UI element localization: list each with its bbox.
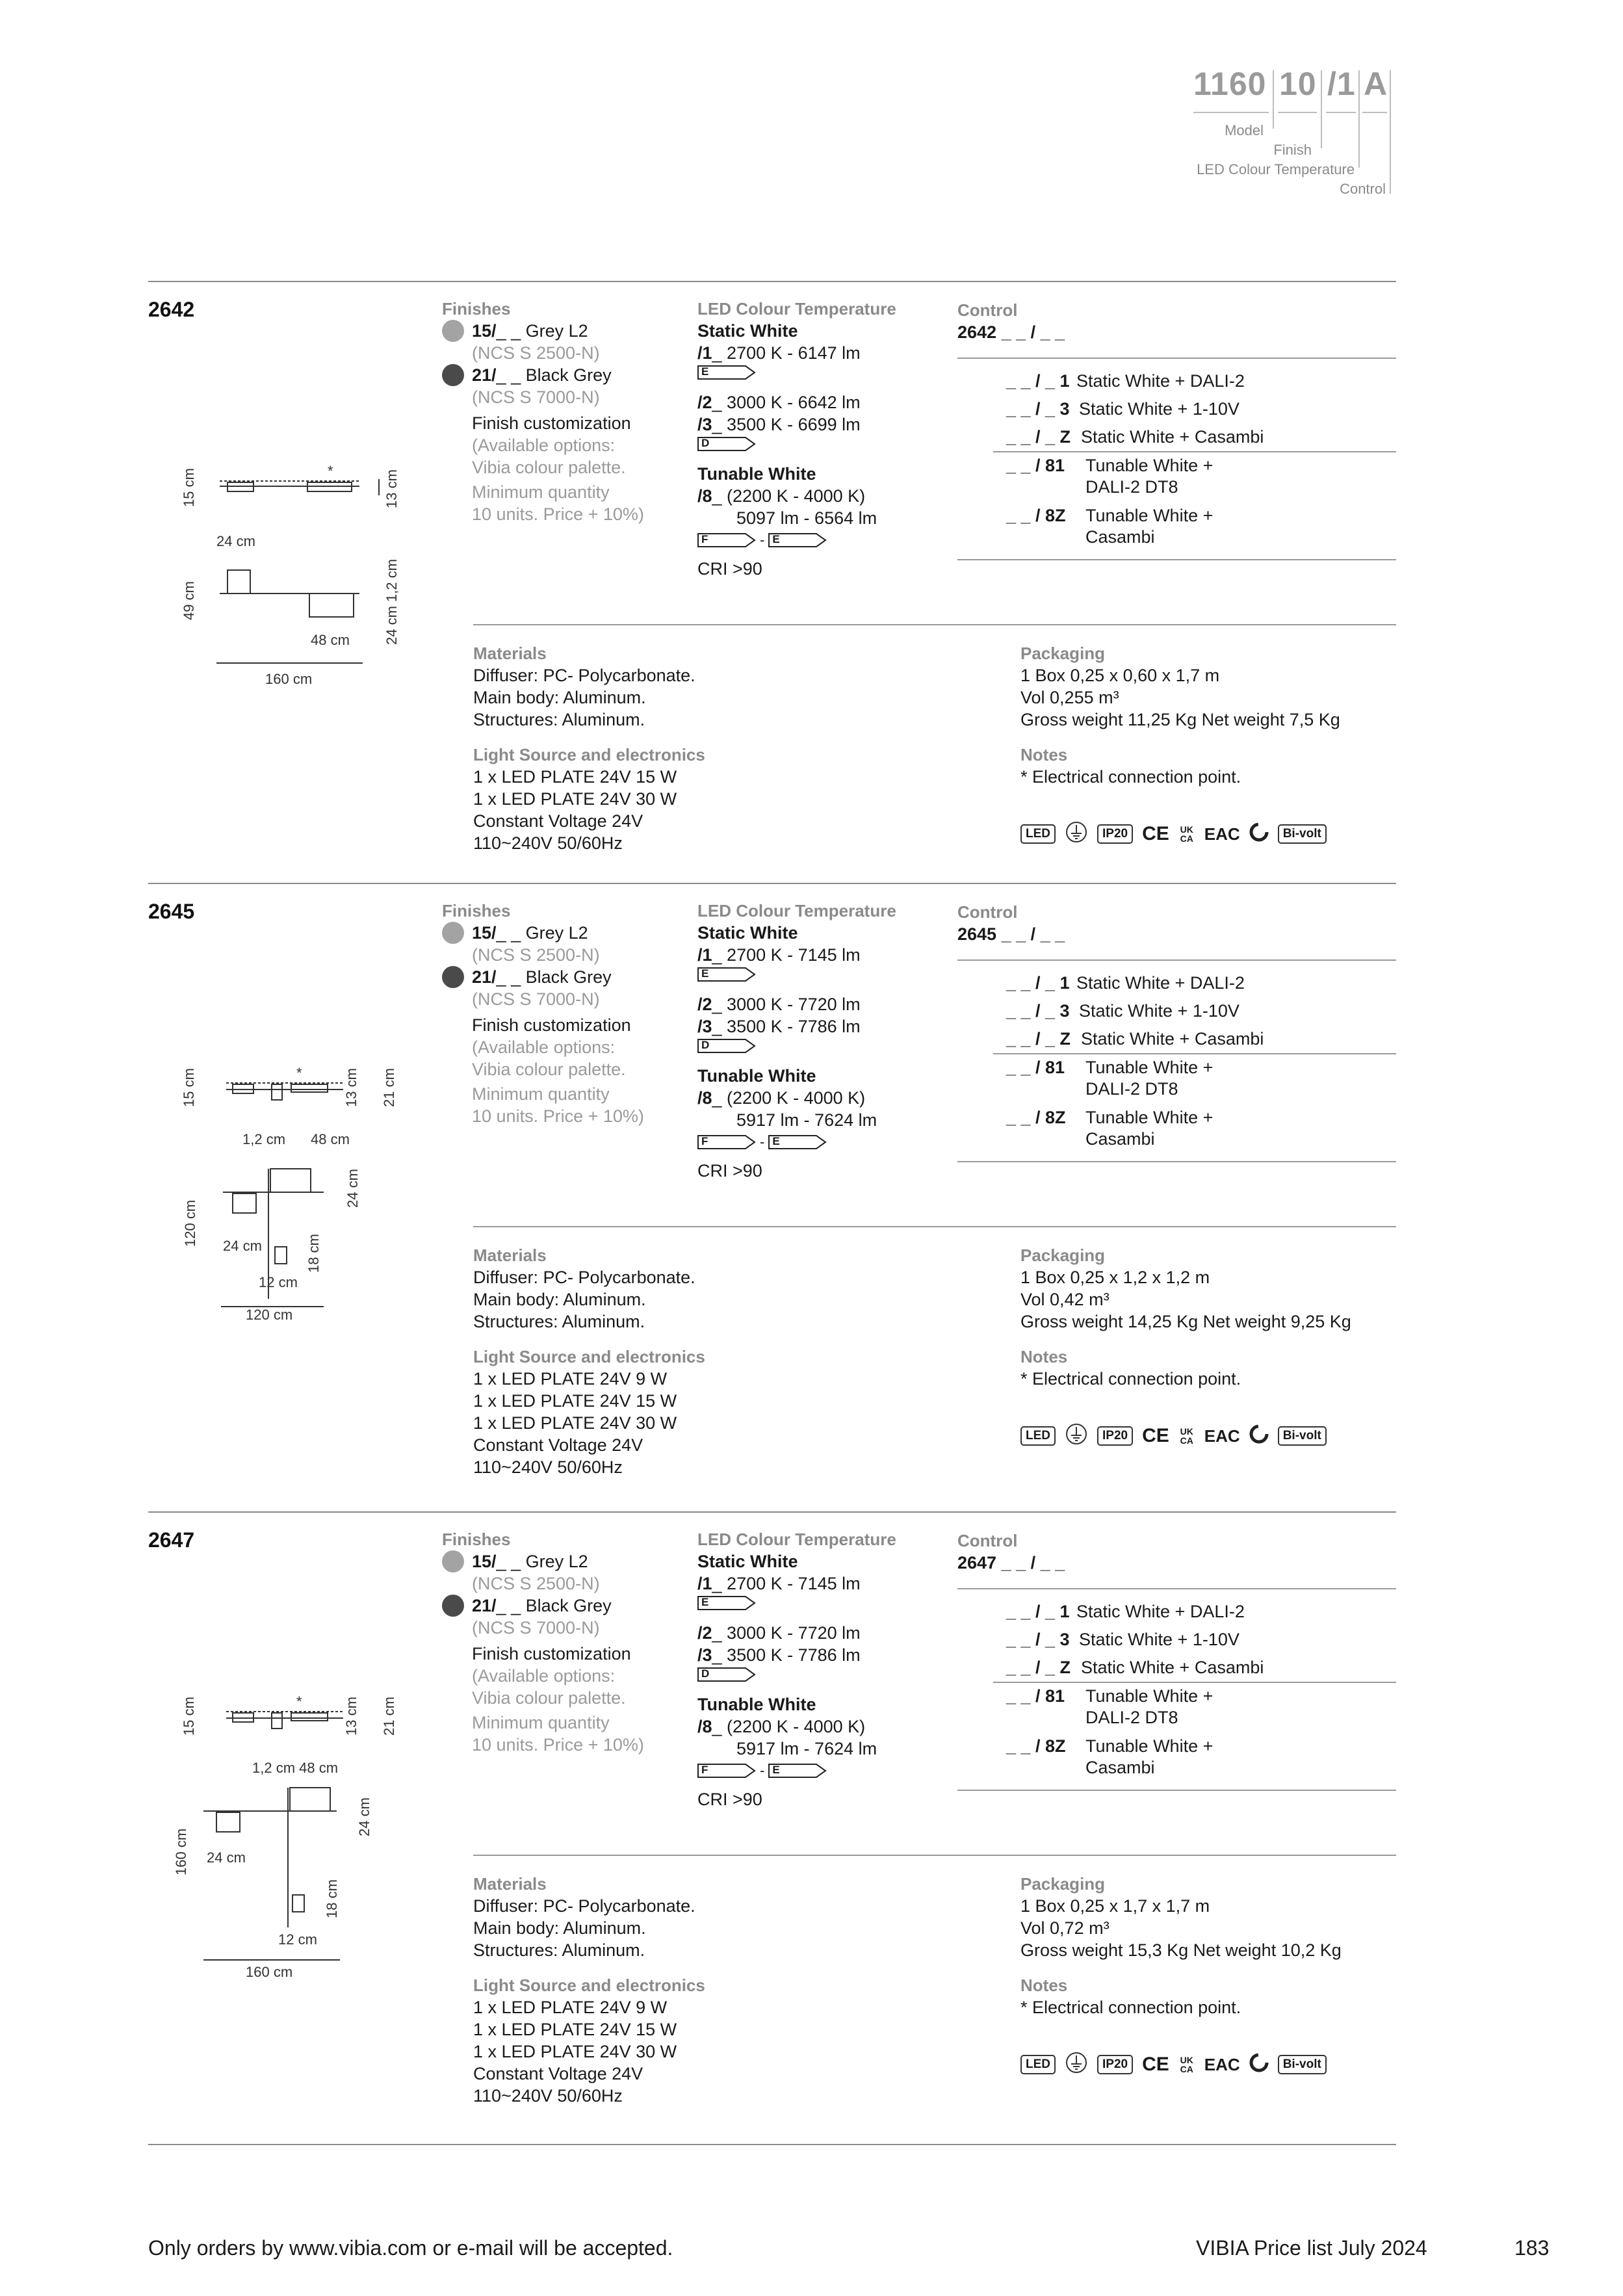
control-option-dali2[interactable]: _ _ / _ 1 Static White + DALI-2 [1006,973,1245,993]
spec-line: Structures: Aluminum. [473,710,645,729]
spec-line: Diffuser: PC- Polycarbonate. [473,1896,695,1916]
module-box [270,1169,311,1192]
led-icon: LED [1020,1426,1056,1446]
control-block [957,1530,1396,1574]
dimension-drawing [148,1511,428,2096]
product-section-2645 [148,883,1396,1477]
finishes-block: Finishes 15/ _ _ Grey L2 (NCS S 2500-N) 21/ _ _ Black Grey (NCS S 7000-N) Finish customization (Available options: Vibia colour palette. Minimum quantity 10 units. Price + 10%) [442,298,650,525]
connection-point-marker: * [296,1693,302,1710]
tunable-white-title: Tunable White [697,464,816,484]
dimension-drawing [148,281,428,866]
notes-label: Notes [1020,1347,1068,1366]
control-option-casambi[interactable]: _ _ / _ Z Static White + Casambi [1006,1658,1264,1677]
ip20-icon: IP20 [1097,1426,1133,1446]
finish-option-black-grey[interactable]: 21/ _ _ Black Grey [442,966,650,988]
led-temperature-block: LED Colour Temperature Static White /1 _ 2700 K - 7145 lm E /2 _ 3000 K - 7720 lm /3 _ 3500 K - 7786 lm D Tunable White /8 _ (2200 K - 4000 K) 5917 lm - 7624 lm F - E CRI >90 [697,1528,944,1810]
spec-line: 1 x LED PLATE 24V 30 W [473,2042,677,2061]
code-finish: 10 [1279,66,1317,102]
finishes-label: Finishes [442,901,511,920]
finishes-label: Finishes [442,299,511,319]
dim-width: 160 cm [265,671,313,687]
spec-line: 1 Box 0,25 x 1,2 x 1,2 m [1020,1268,1210,1287]
control-option-tunable-dali2[interactable]: _ _ / 81 Tunable White + DALI-2 DT8 [1006,1058,1214,1099]
spec-line: 110~240V 50/60Hz [473,833,623,853]
spec-line: Vol 0,42 m³ [1020,1290,1110,1309]
code-control: A [1364,66,1388,102]
ground-icon [1065,1422,1088,1449]
spec-line: Vol 0,255 m³ [1020,688,1119,707]
packaging-block [1020,642,1396,788]
footer-page-number: 183 [1514,2236,1550,2260]
spec-line: * Electrical connection point. [1020,1998,1241,2017]
dim-width: 24 cm [223,1238,262,1254]
dim-width: 48 cm [311,1131,350,1147]
footer-orders-note: Only orders by www.vibia.com or e-mail will be accepted. [148,2236,673,2260]
dim-height: 120 cm [182,1199,198,1247]
diffuser-box [291,1084,328,1092]
finish-option-grey[interactable]: 15/ _ _ Grey L2 [442,320,650,342]
dim-height: 24 cm [356,1797,372,1836]
product-section-2642 [148,281,1396,866]
cri-value: CRI >90 [697,1790,762,1809]
control-label: Control [957,300,1018,320]
spec-line: Gross weight 15,3 Kg Net weight 10,2 Kg [1020,1940,1342,1960]
dim-width: 1,2 cm [242,1131,286,1147]
dim-height: 15 cm [181,1068,197,1107]
ukca-mark-icon: UK CA [1180,1426,1193,1446]
finish-ncs: (NCS S 2500-N) [472,1574,600,1593]
product-section-2647 [148,1511,1396,2106]
ukca-mark-icon: UK CA [1180,824,1193,844]
finish-ncs: (NCS S 7000-N) [472,1618,600,1637]
spec-line: Constant Voltage 24V [473,811,643,831]
control-option-tunable-casambi[interactable]: _ _ / 8Z Tunable White + Casambi [1006,1108,1214,1149]
spec-line: Diffuser: PC- Polycarbonate. [473,1268,695,1287]
energy-class-badge: E [768,533,827,547]
control-option-1-10v[interactable]: _ _ / _ 3 Static White + 1-10V [1006,399,1240,419]
control-code-head: 2647 _ _ / _ _ [957,1553,1065,1572]
dim-width: 48 cm [311,632,350,648]
model-number: 2642 [148,298,195,321]
cri-value: CRI >90 [697,1161,762,1181]
black-grey-swatch-icon [442,364,464,386]
control-option-tunable-dali2[interactable]: _ _ / 81 Tunable White + DALI-2 DT8 [1006,1686,1214,1727]
ce-mark-icon: CE [1142,822,1169,844]
legend-model: Model [1225,122,1264,138]
dim-width: 12 cm [259,1274,298,1290]
module-box [290,1788,330,1811]
model-number: 2647 [148,1528,195,1552]
light-source-label: Light Source and electronics [473,1347,705,1366]
code-led: /1 [1327,66,1356,102]
energy-class-badge: E [768,1135,827,1149]
eac-mark-icon: EAC [1204,824,1240,844]
dim-height: 24 cm [344,1169,361,1208]
finish-option-black-grey[interactable]: 21/ _ _ Black Grey [442,364,650,386]
black-grey-swatch-icon [442,1595,464,1617]
spec-line: 1 Box 0,25 x 0,60 x 1,7 m [1020,666,1220,685]
diffuser-box [272,1713,282,1729]
control-option-tunable-casambi[interactable]: _ _ / 8Z Tunable White + Casambi [1006,506,1214,547]
finish-custom-title: Finish customization [472,1644,631,1663]
control-label: Control [957,902,1018,922]
black-grey-swatch-icon [442,966,464,988]
finish-ncs: (NCS S 7000-N) [472,387,600,407]
legend-control: Control [1340,181,1386,197]
materials-block [473,642,863,854]
dimension-drawing [148,883,428,1468]
dim-height: 13 cm [343,1697,359,1736]
certification-icons [1020,820,1327,847]
finish-option-grey[interactable]: 15/ _ _ Grey L2 [442,922,650,944]
energy-class-badge: D [697,1039,756,1053]
spec-line: 1 x LED PLATE 24V 9 W [473,1998,668,2017]
finishes-block: Finishes 15/ _ _ Grey L2 (NCS S 2500-N) 21/ _ _ Black Grey (NCS S 7000-N) Finish customization (Available options: Vibia colour palette. Minimum quantity 10 units. Price + 10%) [442,900,650,1127]
dim-height: 13 cm [383,469,400,508]
bivolt-icon: Bi-volt [1278,1426,1327,1446]
spec-line: 110~240V 50/60Hz [473,1457,623,1477]
code-model: 1160 [1193,66,1267,102]
packaging-label: Packaging [1020,1246,1106,1265]
energy-class-badge: D [697,437,756,451]
spec-line: 1 x LED PLATE 24V 30 W [473,789,677,809]
finishes-label: Finishes [442,1530,511,1549]
dim-height: 49 cm [181,581,197,620]
ground-icon [1065,2051,1088,2078]
notes-label: Notes [1020,1976,1068,1995]
spec-line: 1 x LED PLATE 24V 30 W [473,1413,677,1433]
spec-line: Diffuser: PC- Polycarbonate. [473,666,695,685]
dim-width: 120 cm [246,1307,293,1323]
spec-line: Vol 0,72 m³ [1020,1918,1110,1938]
grey-swatch-icon [442,1550,464,1572]
static-white-title: Static White [697,321,798,341]
legend-finish: Finish [1273,142,1312,158]
finish-custom-title: Finish customization [472,413,631,433]
connection-point-marker: * [296,1065,302,1081]
spec-line: Main body: Aluminum. [473,1918,646,1938]
spec-line: Constant Voltage 24V [473,1435,643,1455]
spec-line: 1 x LED PLATE 24V 15 W [473,2020,677,2039]
dim-height: 160 cm [173,1828,189,1875]
packaging-block [1020,1244,1396,1390]
tunable-white-title: Tunable White [697,1066,816,1086]
spec-line: Structures: Aluminum. [473,1940,645,1960]
spec-line: * Electrical connection point. [1020,767,1241,787]
control-code-head: 2645 _ _ / _ _ [957,924,1065,944]
control-label: Control [957,1531,1018,1550]
spec-line: Gross weight 11,25 Kg Net weight 7,5 Kg [1020,710,1340,729]
static-white-title: Static White [697,1552,798,1571]
spec-line: 1 x LED PLATE 24V 9 W [473,1369,668,1389]
notes-label: Notes [1020,745,1068,764]
materials-label: Materials [473,1874,547,1894]
energy-class-badge: D [697,1667,756,1682]
module-box [309,594,354,617]
finish-ncs: (NCS S 7000-N) [472,989,600,1009]
packaging-label: Packaging [1020,644,1106,663]
recycle-icon [1249,1424,1269,1447]
spec-line: 1 Box 0,25 x 1,7 x 1,7 m [1020,1896,1210,1916]
module-box [227,570,250,594]
dim-width: 12 cm [278,1931,317,1948]
certification-icons [1020,2051,1327,2078]
control-option-dali2[interactable]: _ _ / _ 1 Static White + DALI-2 [1006,1602,1245,1621]
bivolt-icon: Bi-volt [1278,2055,1327,2074]
connection-point-marker: * [328,463,333,479]
eac-mark-icon: EAC [1204,1426,1240,1446]
module-box [275,1247,287,1264]
module-box [216,1812,240,1832]
spec-line: Structures: Aluminum. [473,1312,645,1331]
spec-line: Main body: Aluminum. [473,1290,646,1309]
bivolt-icon: Bi-volt [1278,824,1327,844]
spec-line: 110~240V 50/60Hz [473,2086,623,2106]
code-legend [1170,65,1391,202]
diffuser-box [272,1084,282,1100]
model-number: 2645 [148,900,195,923]
led-label: LED Colour Temperature [697,299,896,319]
module-box [292,1895,304,1912]
light-source-label: Light Source and electronics [473,745,705,764]
eac-mark-icon: EAC [1204,2054,1240,2074]
energy-class-badge: E [697,967,756,982]
spec-line: Constant Voltage 24V [473,2064,643,2083]
control-code-head: 2642 _ _ / _ _ [957,322,1065,342]
dim-height: 24 cm 1,2 cm [383,558,400,645]
ip20-icon: IP20 [1097,2055,1133,2074]
ip20-icon: IP20 [1097,824,1133,844]
packaging-label: Packaging [1020,1874,1106,1894]
energy-class-badge: F [697,1135,756,1149]
led-icon: LED [1020,2055,1056,2074]
dim-height: 15 cm [181,1697,197,1736]
recycle-icon [1249,822,1269,845]
section-divider [148,2144,1396,2145]
dim-width: 24 cm [207,1849,246,1866]
recycle-icon [1249,2053,1269,2076]
control-option-1-10v[interactable]: _ _ / _ 3 Static White + 1-10V [1006,1001,1240,1021]
spec-line: 1 x LED PLATE 24V 15 W [473,1391,677,1411]
spec-line: Gross weight 14,25 Kg Net weight 9,25 Kg [1020,1312,1351,1331]
dim-height: 15 cm [181,468,197,507]
dim-height: 18 cm [324,1879,340,1918]
dim-height: 21 cm [381,1068,397,1107]
control-block [957,299,1396,343]
ce-mark-icon: CE [1142,1424,1169,1446]
materials-block [473,1873,863,2107]
certification-icons [1020,1422,1327,1449]
ukca-mark-icon: UK CA [1180,2054,1193,2074]
spec-line: Main body: Aluminum. [473,688,646,707]
cri-value: CRI >90 [697,559,762,579]
led-label: LED Colour Temperature [697,1530,896,1549]
ground-icon [1065,820,1088,847]
module-box [233,1194,256,1213]
static-white-title: Static White [697,923,798,943]
diffuser-box [291,1713,328,1721]
led-temperature-block: LED Colour Temperature Static White /1 _ 2700 K - 7145 lm E /2 _ 3000 K - 7720 lm /3 _ 3500 K - 7786 lm D Tunable White /8 _ (2200 K - 4000 K) 5917 lm - 7624 lm F - E CRI >90 [697,900,944,1182]
finish-custom-title: Finish customization [472,1015,631,1035]
control-option-tunable-dali2[interactable]: _ _ / 81 Tunable White + DALI-2 DT8 [1006,456,1214,497]
grey-swatch-icon [442,320,464,342]
control-option-casambi[interactable]: _ _ / _ Z Static White + Casambi [1006,1029,1264,1049]
packaging-block [1020,1873,1396,2018]
energy-class-badge: F [697,533,756,547]
footer-pricelist: VIBIA Price list July 2024 [1196,2236,1427,2260]
ce-mark-icon: CE [1142,2053,1169,2075]
spec-line: 1 x LED PLATE 24V 15 W [473,767,677,787]
energy-class-badge: E [697,1596,756,1610]
energy-class-badge: F [697,1764,756,1778]
dim-height: 21 cm [381,1697,397,1736]
dim-width: 1,2 cm 48 cm [252,1760,339,1776]
control-option-tunable-casambi[interactable]: _ _ / 8Z Tunable White + Casambi [1006,1736,1214,1777]
finish-ncs: (NCS S 2500-N) [472,945,600,965]
finish-ncs: (NCS S 2500-N) [472,343,600,363]
control-option-casambi[interactable]: _ _ / _ Z Static White + Casambi [1006,427,1264,447]
grey-swatch-icon [442,922,464,944]
materials-block [473,1244,863,1478]
control-block [957,901,1396,945]
spec-line: * Electrical connection point. [1020,1369,1241,1389]
materials-label: Materials [473,1246,547,1265]
finish-option-grey[interactable]: 15/ _ _ Grey L2 [442,1550,650,1572]
legend-led: LED Colour Temperature [1197,161,1355,177]
led-label: LED Colour Temperature [697,901,896,920]
tunable-white-title: Tunable White [697,1695,816,1714]
finishes-block: Finishes 15/ _ _ Grey L2 (NCS S 2500-N) 21/ _ _ Black Grey (NCS S 7000-N) Finish customization (Available options: Vibia colour palette. Minimum quantity 10 units. Price + 10%) [442,1528,650,1756]
led-temperature-block: LED Colour Temperature Static White /1 _ 2700 K - 6147 lm E /2 _ 3000 K - 6642 lm /3 _ 3500 K - 6699 lm D Tunable White /8 _ (2200 K - 4000 K) 5097 lm - 6564 lm F - E CRI >90 [697,298,944,580]
energy-class-badge: E [768,1764,827,1778]
dim-height: 18 cm [305,1234,322,1273]
control-option-dali2[interactable]: _ _ / _ 1 Static White + DALI-2 [1006,371,1245,391]
energy-class-badge: E [697,365,756,380]
led-icon: LED [1020,824,1056,844]
control-option-1-10v[interactable]: _ _ / _ 3 Static White + 1-10V [1006,1630,1240,1649]
light-source-label: Light Source and electronics [473,1976,705,1995]
dim-width: 24 cm [216,533,255,549]
dim-width: 160 cm [246,1964,293,1980]
materials-label: Materials [473,644,547,663]
finish-option-black-grey[interactable]: 21/ _ _ Black Grey [442,1595,650,1617]
dim-height: 13 cm [343,1068,359,1107]
